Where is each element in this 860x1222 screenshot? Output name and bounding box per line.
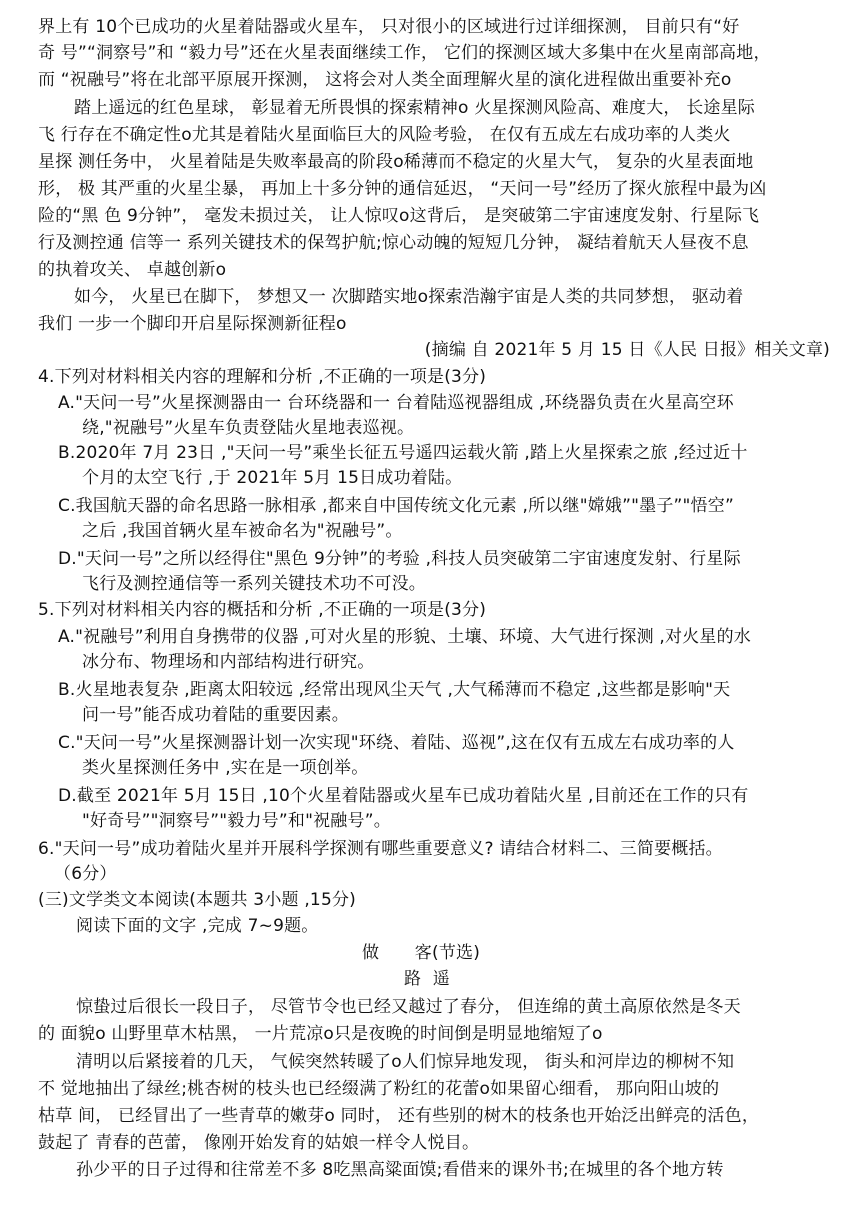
question-6-score: （6分） [54, 864, 117, 884]
story-line: 的 面貌o 山野里草木枯黑， 一片荒凉o只是夜晚的时间倒是明显地缩短了o [38, 1024, 603, 1044]
question-5-option-b-cont: 问一号”能否成功着陆的重要因素。 [82, 705, 350, 725]
passage-line: 踏上遥远的红色星球， 彰显着无所畏惧的探索精神o 火星探测风险高、难度大， 长途星际 [74, 98, 756, 118]
question-5-option-d-cont: "好奇号”"洞察号”"毅力号”和"祝融号”。 [82, 811, 391, 831]
story-line: 鼓起了 青春的芭蕾， 像刚开始发育的姑娘一样令人悦目。 [38, 1133, 480, 1153]
story-author: 路 遥 [404, 969, 451, 989]
question-4-option-b: B.2020年 7月 23日 ,"天问一号”乘坐长征五号遥四运载火箭 ,踏上火星探索之旅 ,经过近十 [58, 443, 748, 463]
passage-line: 界上有 10个已成功的火星着陆器或火星车， 只对很小的区域进行过详细探测， 目前只有“好 [38, 17, 740, 37]
question-4-stem: 4.下列对材料相关内容的理解和分析 ,不正确的一项是(3分) [38, 367, 487, 387]
question-5-option-c-cont: 类火星探测任务中 ,实在是一项创举。 [82, 758, 369, 778]
question-5-option-b: B.火星地表复杂 ,距离太阳较远 ,经常出现风尘天气 ,大气稀薄而不稳定 ,这些都是影响"天 [58, 680, 731, 700]
question-4-option-d-cont: 飞行及测控通信等一系列关键技术功不可没。 [82, 574, 426, 594]
section-instruction: 阅读下面的文字 ,完成 7~9题。 [76, 916, 319, 936]
story-line: 枯草 间， 已经冒出了一些青草的嫩芽o 同时， 还有些别的树木的枝条也开始泛出鲜亮的活色， [38, 1106, 760, 1126]
passage-line: 的执着攻关、 卓越创新o [38, 260, 227, 280]
question-4-option-d: D."天问一号”之所以经得住"黑色 9分钟”的考验 ,科技人员突破第二宇宙速度发射、行星际 [58, 549, 741, 569]
story-title: 做 客(节选) [362, 943, 481, 963]
passage-line: 奇 号”“洞察号”和 “毅力号”还在火星表面继续工作， 它们的探测区域大多集中在火星南部高地， [38, 43, 771, 63]
question-6-stem: 6."天问一号”成功着陆火星并开展科学探测有哪些重要意义? 请结合材料二、三简要概括。 [38, 839, 723, 859]
question-4-option-c: C.我国航天器的命名思路一脉相承 ,都来自中国传统文化元素 ,所以继"嫦娥”"墨子”"悟空” [58, 496, 734, 516]
section-header: (三)文学类文本阅读(本题共 3小题 ,15分) [38, 890, 356, 910]
passage-line: 我们 一步一个脚印开启星际探测新征程o [38, 314, 347, 334]
question-4-option-a: A."天问一号”火星探测器由一 台环绕器和一 台着陆巡视器组成 ,环绕器负责在火星高空环 [58, 393, 734, 413]
question-5-stem: 5.下列对材料相关内容的概括和分析 ,不正确的一项是(3分) [38, 600, 487, 620]
passage-line: 星探 测任务中， 火星着陆是失败率最高的阶段o稀薄而不稳定的火星大气， 复杂的火星表面地 [38, 152, 754, 172]
question-5-option-a: A."祝融号”利用自身携带的仪器 ,可对火星的形貌、土壤、环境、大气进行探测 ,对火星的水 [58, 627, 751, 647]
story-line: 惊蛰过后很长一段日子， 尽管节令也已经又越过了春分， 但连绵的黄土高原依然是冬天 [76, 997, 741, 1017]
question-5-option-c: C."天问一号”火星探测器计划一次实现"环绕、着陆、巡视”,这在仅有五成左右成功率的人 [58, 733, 735, 753]
passage-line: 形， 极 其严重的火星尘暴， 再加上十多分钟的通信延迟， “天问一号”经历了探火旅程中最为凶 [38, 179, 767, 199]
passage-line: 行及测控通 信等一 系列关键技术的保驾护航;惊心动魄的短短几分钟， 凝结着航天人昼夜不息 [38, 233, 749, 253]
story-line: 不 觉地抽出了绿丝;桃杏树的枝头也已经缀满了粉红的花蕾o如果留心细看， 那向阳山坡的 [38, 1079, 720, 1099]
passage-line: 而 “祝融号”将在北部平原展开探测， 这将会对人类全面理解火星的演化进程做出重要补充o [38, 70, 732, 90]
question-4-option-a-cont: 绕,"祝融号”火星车负责登陆火星地表巡视。 [82, 418, 415, 438]
question-4-option-b-cont: 个月的太空飞行 ,于 2021年 5月 15日成功着陆。 [82, 468, 463, 488]
question-5-option-a-cont: 冰分布、物理场和内部结构进行研究。 [82, 652, 375, 672]
question-5-option-d: D.截至 2021年 5月 15日 ,10个火星着陆器或火星车已成功着陆火星 ,目前还在工作的只有 [58, 786, 749, 806]
story-line: 清明以后紧接着的几天， 气候突然转暖了o人们惊异地发现， 街头和河岸边的柳树不知 [76, 1052, 735, 1072]
story-line: 孙少平的日子过得和往常差不多 8吃黑高粱面馍;看借来的课外书;在城里的各个地方转 [76, 1160, 724, 1180]
passage-line: 如今， 火星已在脚下， 梦想又一 次脚踏实地o探索浩瀚宇宙是人类的共同梦想， 驱动着 [74, 287, 744, 307]
question-4-option-c-cont: 之后 ,我国首辆火星车被命名为"祝融号”。 [82, 521, 403, 541]
passage-line: 飞 行存在不确定性o尤其是着陆火星面临巨大的风险考验， 在仅有五成左右成功率的人类火 [38, 125, 731, 145]
passage-line: 险的“黑 色 9分钟”， 毫发未损过关， 让人惊叹o这背后， 是突破第二宇宙速度发射、行星际飞 [38, 206, 760, 226]
source-citation: (摘编 自 2021年 5 月 15 日《人民 日报》相关文章) [424, 340, 830, 360]
